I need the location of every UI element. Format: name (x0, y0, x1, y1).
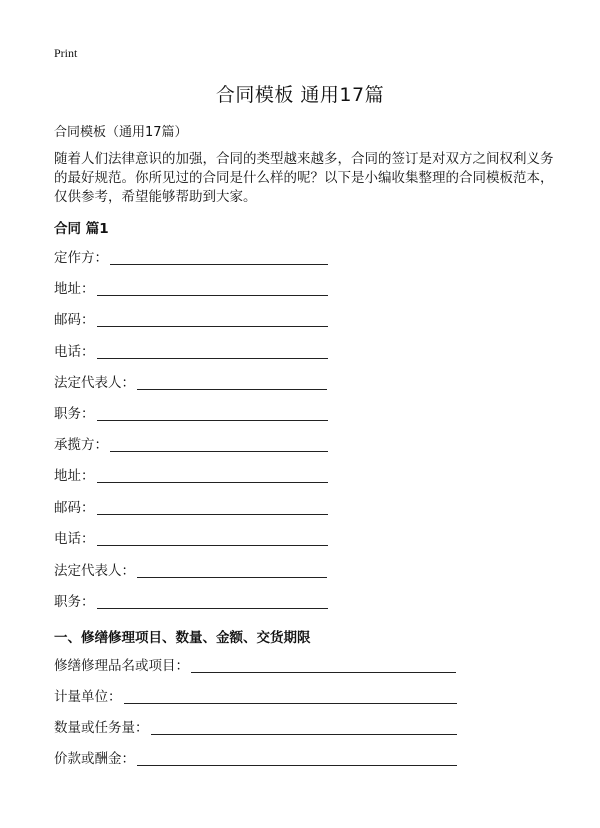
field-label: 地址： (54, 468, 95, 484)
field-row-unit (54, 686, 457, 706)
field-label: 电话： (54, 344, 95, 360)
field-label: 定作方： (54, 250, 108, 266)
document-subtitle: 合同模板（通用17篇） (54, 125, 188, 140)
field-row-orderer-postcode (54, 309, 328, 329)
field-label: 修缮修理品名或项目： (54, 658, 189, 674)
field-label: 邮码： (54, 312, 95, 328)
orderer-postcode-input[interactable] (97, 312, 328, 327)
orderer-legal-rep-input[interactable] (137, 375, 327, 390)
contractor-title-input[interactable] (97, 594, 328, 609)
price-input[interactable] (137, 751, 457, 766)
field-label: 计量单位： (54, 689, 122, 705)
quantity-input[interactable] (151, 720, 457, 735)
field-row-orderer-phone (54, 341, 328, 361)
field-label: 地址： (54, 281, 95, 297)
field-label: 邮码： (54, 500, 95, 516)
field-row-orderer (54, 247, 328, 267)
document-title: 合同模板 通用17篇 (215, 84, 385, 106)
field-row-contractor-address (54, 465, 328, 485)
contractor-postcode-input[interactable] (97, 500, 328, 515)
contractor-legal-rep-input[interactable] (137, 563, 327, 578)
field-label: 电话： (54, 531, 95, 547)
field-row-contractor-legal-rep (54, 560, 327, 580)
unit-input[interactable] (124, 689, 457, 704)
field-label: 数量或任务量： (54, 720, 149, 736)
section-heading: 合同 篇1 (54, 221, 109, 237)
field-row-orderer-address (54, 278, 328, 298)
print-link[interactable]: Print (54, 46, 78, 60)
orderer-input[interactable] (110, 250, 328, 265)
field-row-contractor-phone (54, 528, 328, 548)
contractor-address-input[interactable] (97, 468, 328, 483)
field-label: 职务： (54, 594, 95, 610)
intro-paragraph: 随着人们法律意识的加强，合同的类型越来越多，合同的签订是对双方之间权利义务的最好规范。你所见过的合同是什么样的呢？以下是小编收集整理的合同模板范本，仅供参考，希望能够帮助到大家。 (54, 151, 554, 205)
field-row-item-name (54, 655, 456, 675)
clause-heading: 一、修缮修理项目、数量、金额、交货期限 (54, 630, 311, 646)
field-row-contractor-postcode (54, 497, 328, 517)
field-row-price (54, 748, 457, 768)
orderer-address-input[interactable] (97, 281, 328, 296)
field-label: 职务： (54, 406, 95, 422)
field-row-quantity (54, 717, 457, 737)
contractor-input[interactable] (110, 437, 328, 452)
contractor-phone-input[interactable] (97, 531, 328, 546)
field-label: 法定代表人： (54, 375, 135, 391)
item-name-input[interactable] (191, 658, 456, 673)
orderer-title-input[interactable] (97, 406, 328, 421)
field-label: 价款或酬金： (54, 751, 135, 767)
field-row-contractor (54, 434, 328, 454)
field-row-contractor-title (54, 591, 328, 611)
field-row-orderer-title (54, 403, 328, 423)
field-label: 法定代表人： (54, 563, 135, 579)
orderer-phone-input[interactable] (97, 344, 328, 359)
field-label: 承揽方： (54, 437, 108, 453)
field-row-orderer-legal-rep (54, 372, 327, 392)
